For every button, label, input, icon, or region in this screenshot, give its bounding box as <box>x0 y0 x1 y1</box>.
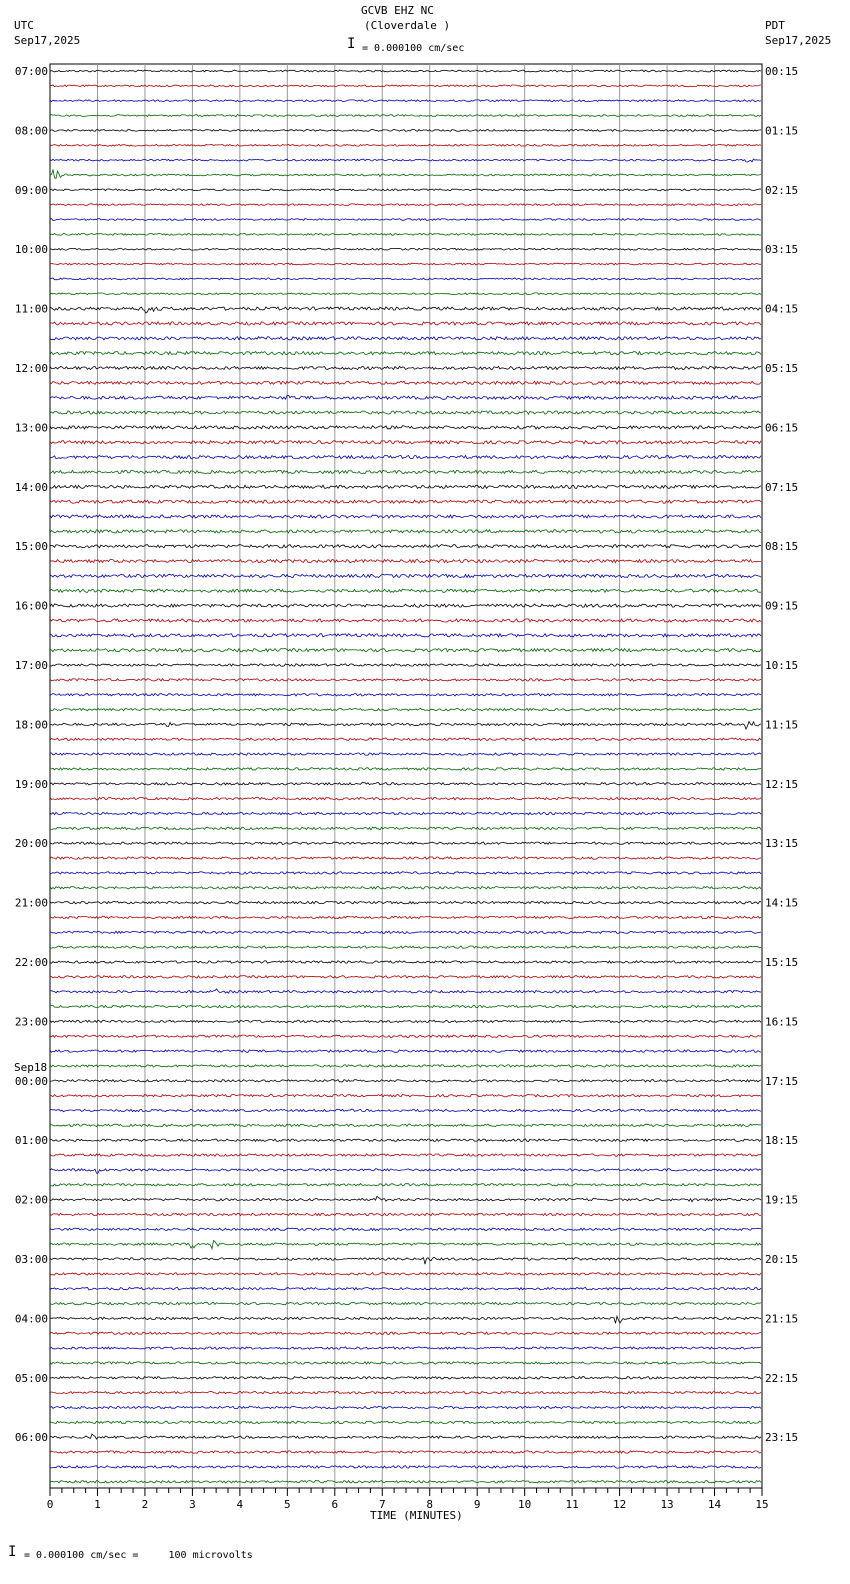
seismic-trace <box>50 545 761 548</box>
seismic-trace <box>50 1316 761 1323</box>
seismic-trace <box>50 1228 761 1230</box>
seismic-trace <box>50 931 761 933</box>
x-tick-label: 14 <box>707 1498 722 1511</box>
utc-hour-label: 20:00 <box>14 837 48 851</box>
seismic-trace <box>50 1302 761 1304</box>
seismic-trace <box>50 1169 761 1174</box>
seismic-trace <box>50 1241 761 1249</box>
seismic-trace <box>50 1377 761 1379</box>
utc-hour-label: 17:00 <box>14 659 48 672</box>
utc-hour-label: 01:00 <box>14 1134 48 1148</box>
seismic-trace <box>50 515 761 518</box>
seismic-trace <box>50 560 761 563</box>
seismic-trace <box>50 1005 761 1007</box>
seismic-trace <box>50 1196 761 1201</box>
utc-hour-label: 22:00 <box>14 956 48 969</box>
seismic-trace <box>50 485 761 488</box>
utc-hour-label: 05:00 <box>14 1371 48 1385</box>
x-tick-label: 1 <box>94 1498 101 1511</box>
utc-hour-label: 07:00 <box>14 65 48 78</box>
seismic-trace <box>50 619 761 622</box>
x-tick-label: 5 <box>284 1498 291 1511</box>
date-change-label: Sep18 <box>14 1060 48 1074</box>
seismic-trace <box>50 1347 761 1350</box>
seismic-trace <box>50 976 761 978</box>
seismic-trace <box>50 708 761 710</box>
seismic-trace <box>50 130 761 132</box>
pdt-hour-label: 22:15 <box>765 1371 799 1385</box>
seismic-trace <box>50 1035 761 1037</box>
pdt-hour-label: 05:15 <box>765 362 799 375</box>
x-tick-label: 3 <box>189 1498 196 1511</box>
seismic-trace <box>50 722 761 730</box>
seismic-trace <box>50 827 761 830</box>
seismic-trace <box>50 278 761 280</box>
seismic-trace <box>50 753 761 755</box>
utc-hour-label: 16:00 <box>14 599 48 613</box>
pdt-hour-label: 19:15 <box>765 1193 799 1207</box>
seismic-trace <box>50 664 761 666</box>
seismic-trace <box>50 1362 761 1364</box>
seismic-trace <box>50 169 761 178</box>
seismic-trace <box>50 248 761 250</box>
seismic-trace <box>50 634 761 637</box>
seismic-trace <box>50 411 761 414</box>
seismic-trace <box>50 352 761 355</box>
seismic-trace <box>50 381 761 384</box>
pdt-label: PDT <box>765 19 785 32</box>
pdt-hour-label: 14:15 <box>765 896 799 910</box>
x-tick-label: 12 <box>612 1498 627 1511</box>
seismic-trace <box>50 1481 761 1483</box>
utc-date: Sep17,2025 <box>14 34 81 47</box>
footer-scale-icon: I <box>8 1544 17 1560</box>
utc-hour-label: 09:00 <box>14 183 48 197</box>
seismic-trace <box>50 916 761 918</box>
seismic-trace <box>50 1392 761 1394</box>
seismic-trace <box>50 234 761 236</box>
seismic-trace <box>50 649 761 653</box>
seismic-trace <box>50 783 761 785</box>
seismic-trace <box>50 1124 761 1126</box>
seismic-trace <box>50 574 761 577</box>
utc-label: UTC <box>14 19 34 32</box>
seismic-trace <box>50 842 761 844</box>
seismic-trace <box>50 1080 761 1082</box>
pdt-hour-label: 10:15 <box>765 659 799 672</box>
seismic-trace <box>50 857 761 859</box>
seismic-trace <box>50 872 761 874</box>
utc-hour-label: 04:00 <box>14 1312 48 1326</box>
seismic-trace <box>50 961 761 963</box>
utc-hour-label: 08:00 <box>14 124 48 138</box>
pdt-hour-label: 20:15 <box>765 1253 799 1266</box>
seismic-trace <box>50 293 761 295</box>
seismic-trace <box>50 204 761 206</box>
seismic-trace <box>50 395 761 399</box>
x-tick-label: 11 <box>565 1498 579 1511</box>
seismic-trace <box>50 1154 761 1156</box>
seismic-trace <box>50 1213 761 1215</box>
station-location: (Cloverdale ) <box>364 19 451 32</box>
utc-hour-label: 21:00 <box>14 896 48 910</box>
seismic-trace <box>50 144 761 146</box>
seismic-trace <box>50 1257 761 1264</box>
x-tick-label: 9 <box>473 1498 481 1511</box>
utc-hour-label: 18:00 <box>14 718 48 732</box>
seismic-trace <box>50 901 761 903</box>
scale-bar-icon: I <box>347 36 356 52</box>
seismic-trace <box>50 85 761 87</box>
utc-hour-label: 00:00 <box>14 1074 48 1088</box>
utc-hour-label: 19:00 <box>14 777 48 791</box>
pdt-hour-label: 12:15 <box>765 777 799 791</box>
station-title: GCVB EHZ NC <box>361 4 434 17</box>
seismic-trace <box>50 1421 761 1423</box>
x-tick-label: 10 <box>518 1498 532 1511</box>
pdt-hour-label: 11:15 <box>765 718 799 732</box>
pdt-hour-label: 01:15 <box>765 124 799 138</box>
scale-text: = 0.000100 cm/sec <box>362 43 465 54</box>
utc-hour-label: 06:00 <box>14 1431 48 1445</box>
pdt-hour-label: 21:15 <box>765 1312 799 1326</box>
utc-hour-label: 03:00 <box>14 1253 48 1266</box>
seismic-trace <box>50 1095 761 1097</box>
seismic-trace <box>50 604 761 607</box>
utc-hour-label: 23:00 <box>14 1015 48 1029</box>
seismic-trace <box>50 1288 761 1290</box>
x-tick-label: 6 <box>331 1498 339 1511</box>
pdt-hour-label: 06:15 <box>765 421 799 435</box>
seismic-trace <box>50 456 761 459</box>
seismic-trace <box>50 1109 761 1111</box>
pdt-hour-label: 07:15 <box>765 480 799 494</box>
seismic-trace <box>50 694 761 696</box>
pdt-hour-label: 16:15 <box>765 1015 799 1029</box>
seismic-trace <box>50 70 761 72</box>
seismic-trace <box>50 1184 761 1186</box>
seismic-trace <box>50 1434 761 1439</box>
utc-hour-label: 02:00 <box>14 1193 48 1207</box>
pdt-hour-label: 08:15 <box>765 540 799 554</box>
pdt-hour-label: 15:15 <box>765 956 799 969</box>
utc-hour-label: 15:00 <box>14 540 48 554</box>
seismic-trace <box>50 1332 761 1334</box>
x-tick-label: 15 <box>755 1498 769 1511</box>
seismic-trace <box>50 470 761 473</box>
seismic-trace <box>50 441 761 444</box>
x-tick-label: 7 <box>378 1498 386 1511</box>
seismic-trace <box>50 589 761 592</box>
pdt-hour-label: 13:15 <box>765 837 799 851</box>
seismic-trace <box>50 159 761 162</box>
x-axis-label: TIME (MINUTES) <box>370 1509 463 1522</box>
seismic-trace <box>50 1466 761 1468</box>
utc-hour-label: 11:00 <box>14 302 48 316</box>
seismic-trace <box>50 1273 761 1275</box>
pdt-hour-label: 03:15 <box>765 243 799 257</box>
seismic-trace <box>50 1065 761 1067</box>
seismic-trace <box>50 263 761 265</box>
seismic-trace <box>50 307 761 313</box>
seismic-trace <box>50 812 761 814</box>
utc-hour-label: 10:00 <box>14 243 48 257</box>
pdt-hour-label: 17:15 <box>765 1074 799 1088</box>
x-tick-label: 8 <box>426 1498 434 1511</box>
seismic-trace <box>50 738 761 740</box>
seismic-trace <box>50 100 761 102</box>
utc-hour-label: 13:00 <box>14 421 48 435</box>
utc-hour-label: 12:00 <box>14 362 48 375</box>
seismic-trace <box>50 500 761 503</box>
pdt-hour-label: 04:15 <box>765 302 799 316</box>
seismic-trace <box>50 337 761 340</box>
seismic-trace <box>50 1406 761 1408</box>
seismic-trace <box>50 886 761 889</box>
utc-hour-label: 14:00 <box>14 480 48 494</box>
seismic-trace <box>50 426 761 429</box>
seismic-trace <box>50 219 761 221</box>
seismic-trace <box>50 679 761 681</box>
pdt-hour-label: 23:15 <box>765 1431 799 1445</box>
pdt-hour-label: 00:15 <box>765 65 799 78</box>
seismic-trace <box>50 1139 761 1141</box>
pdt-hour-label: 02:15 <box>765 183 799 197</box>
seismic-trace <box>50 798 761 800</box>
seismic-trace <box>50 768 761 770</box>
seismic-trace <box>50 946 761 948</box>
footer-scale-text: = 0.000100 cm/sec = 100 microvolts <box>24 1550 253 1561</box>
seismic-trace <box>50 366 761 369</box>
seismic-trace <box>50 1020 761 1022</box>
seismic-trace <box>50 189 761 191</box>
x-tick-label: 2 <box>141 1498 149 1511</box>
pdt-date: Sep17,2025 <box>765 34 832 47</box>
pdt-hour-label: 18:15 <box>765 1134 799 1148</box>
seismic-trace <box>50 322 761 325</box>
seismic-trace <box>50 1451 761 1453</box>
pdt-hour-label: 09:15 <box>765 599 799 613</box>
seismic-trace <box>50 1050 761 1052</box>
seismic-trace <box>50 530 761 533</box>
seismic-trace <box>50 989 761 993</box>
x-tick-label: 0 <box>46 1498 54 1511</box>
x-tick-label: 4 <box>236 1498 244 1511</box>
x-tick-label: 13 <box>660 1498 674 1511</box>
seismic-trace <box>50 114 761 116</box>
